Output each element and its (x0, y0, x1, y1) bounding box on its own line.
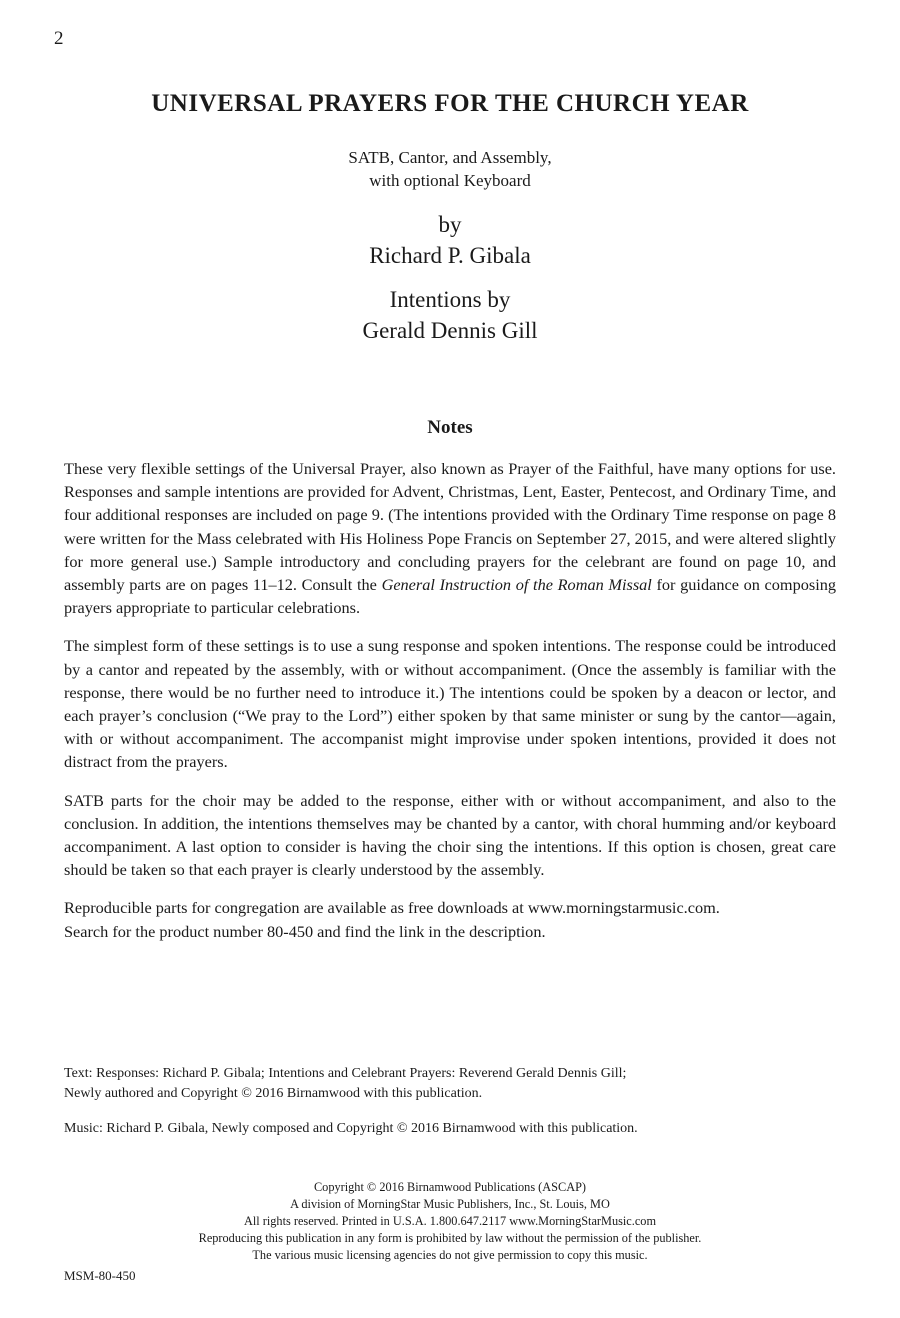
catalog-number: MSM-80-450 (64, 1268, 136, 1283)
intentions-author: Gerald Dennis Gill (362, 318, 538, 343)
notes-paragraph-3: SATB parts for the choir may be added to the response, either with or without accompaniment, and also to the conclusion. In addition, the intentions themselves may be chanted by a cantor, with choral humming and/or keyboard accompaniment. A last option to consider is having the choir sing the intentions. If this option is chosen, great care should be taken so that each prayer is clearly understood by the assembly. (64, 790, 836, 880)
notes-paragraph-2: The simplest form of these settings is to use a sung response and spoken intentions. The response could be introduced by a cantor and repeated by the assembly, with or without accompaniment. (Once the assembly is familiar with the response, there would be no further need to introduce it.) The intentions could be spoken by a deacon or lector, and each prayer’s conclusion (“We pray to the Lord”) either spoken by that same minister or sung by the cantor—again, with or without accompaniment. The accompanist might improvise under spoken intentions, provided it does not distract from the prayers. (64, 636, 836, 772)
notes-paragraph-1 (64, 457, 836, 619)
music-credit: Music: Richard P. Gibala, Newly composed and Copyright © 2016 Birnamwood with this publication. (64, 1121, 638, 1136)
copyright-line-1: Copyright © 2016 Birnamwood Publications (ASCAP) (313, 1180, 587, 1194)
intentions-label: Intentions by (389, 287, 511, 312)
notes-paragraph-4 (64, 896, 836, 942)
notes-p4-line-1: Reproducible parts for congregation are available as free downloads at www.morningstarmusic.com. (64, 898, 720, 918)
copyright-line-5: The various music licensing agencies do not give permission to copy this music. (252, 1248, 648, 1262)
text-credit-line-1: Text: Responses: Richard P. Gibala; Intentions and Celebrant Prayers: Reverend Gerald Dennis Gill; (64, 1066, 627, 1081)
composer-credit (0, 209, 900, 271)
notes-body (64, 457, 836, 958)
voicing-subtitle (0, 146, 900, 192)
copyright-notice (0, 1179, 900, 1264)
page-title: UNIVERSAL PRAYERS FOR THE CHURCH YEAR (151, 90, 749, 117)
text-credit (64, 1064, 844, 1104)
composer-name: Richard P. Gibala (369, 243, 531, 268)
by-label: by (438, 212, 462, 237)
copyright-line-3: All rights reserved. Printed in U.S.A. 1.800.647.2117 www.MorningStarMusic.com (243, 1214, 657, 1228)
text-music-credits (64, 1064, 844, 1154)
notes-heading: Notes (427, 417, 473, 438)
notes-p1-italic-title: General Instruction of the Roman Missal (381, 575, 652, 595)
copyright-line-2: A division of MorningStar Music Publishers, Inc., St. Louis, MO (290, 1197, 610, 1211)
subtitle-line-1: SATB, Cantor, and Assembly, (348, 148, 552, 167)
notes-p1-before: These very flexible settings of the Universal Prayer, also known as Prayer of the Faithful, have many options for use. Responses and sample intentions are provided for Advent, Christmas, Lent, Easter, Pentecost, and Ordinary Time, and four additional responses are included on page 9. (The intentions provided with the Ordinary Time response on page 8 were written for the Mass celebrated with His Holiness Pope Francis on September 27, 2015, and were altered slightly for more general use.) Sample introductory and concluding prayers for the celebrant are found on page 10, and assembly parts are on pages 11–12. Consult the (64, 459, 836, 595)
copyright-line-4: Reproducing this publication in any form is prohibited by law without the permission of the publisher. (198, 1231, 702, 1245)
subtitle-line-2: with optional Keyboard (369, 171, 531, 190)
notes-p1-after: for guidance on composing prayers appropriate to particular celebrations. (64, 575, 836, 618)
page-number: 2 (54, 28, 64, 49)
notes-p4-line-2: Search for the product number 80-450 and find the link in the description. (64, 921, 546, 941)
intentions-credit (0, 284, 900, 346)
text-credit-line-2: Newly authored and Copyright © 2016 Birnamwood with this publication. (64, 1086, 483, 1101)
